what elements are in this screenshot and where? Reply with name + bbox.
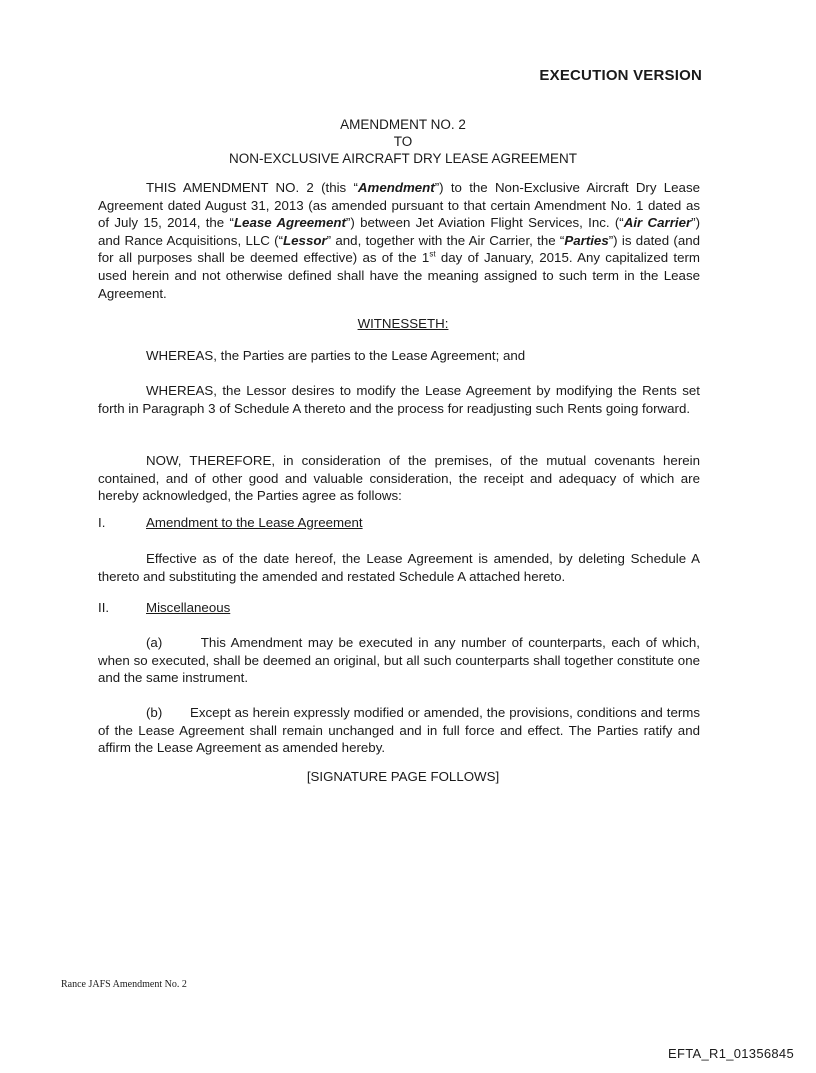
whereas-clause-2: WHEREAS, the Lessor desires to modify the Lease Agreement by modifying the Rents set forth in Paragraph 3 of Schedule A thereto and the process for readjusting such Rents going forward. (98, 383, 700, 416)
subsection-b-text: Except as herein expressly modified or amended, the provisions, conditions and terms of the Lease Agreement shall remain unchanged and in full force and effect. The Parties ratify and affirm the Lease Agreement as amended hereby. (98, 705, 700, 756)
signature-page-note: [SIGNATURE PAGE FOLLOWS] (306, 769, 500, 784)
section-1-title: Amendment to the Lease Agreement (146, 515, 363, 530)
title-line-1: AMENDMENT NO. 2 (340, 117, 466, 132)
witnesseth-heading: WITNESSETH: (357, 316, 449, 331)
subsection-a-label: (a) (146, 635, 163, 650)
execution-version-label: EXECUTION VERSION (539, 67, 702, 84)
section-2-title: Miscellaneous (146, 600, 231, 615)
section-1-text: Effective as of the date hereof, the Lease Agreement is amended, by deleting Schedule A thereto and substituting the amended and restated Schedule A attached hereto. (98, 551, 700, 584)
subsection-a (98, 634, 700, 687)
title-line-2: TO (393, 134, 413, 149)
subsection-b (98, 704, 700, 757)
bates-number: EFTA_R1_01356845 (668, 1046, 794, 1061)
document-title (0, 116, 806, 167)
subsection-a-text: This Amendment may be executed in any number of counterparts, each of which, when so executed, shall be deemed an original, but all such counterparts shall together constitute one and the same instrument. (98, 635, 700, 686)
term-amendment: Amendment (357, 180, 435, 195)
intro-paragraph: THIS AMENDMENT NO. 2 (this “Amendment”) to the Non-Exclusive Aircraft Dry Lease Agreement dated August 31, 2013 (as amended pursuant to that certain Amendment No. 1 dated as of July 15, 2014, the “Lease Agreement”) between Jet Aviation Flight Services, Inc. (“Air Carrier”) and Rance Acquisitions, LLC (“Lessor” and, together with the Air Carrier, the “Parties”) is dated (and for all purposes shall be deemed effective) as of the 1st day of January, 2015. Any capitalized term used herein and not otherwise defined shall have the meaning assigned to such term in the Lease Agreement. (98, 180, 701, 301)
now-therefore-clause: NOW, THEREFORE, in consideration of the premises, of the mutual covenants herein contained, and of other good and valuable consideration, the receipt and adequacy of which are hereby acknowledged, the Parties agree as follows: (98, 453, 700, 504)
whereas-clause-1: WHEREAS, the Parties are parties to the Lease Agreement; and (146, 348, 526, 363)
ordinal-superscript: st (429, 249, 436, 259)
term-lease-agreement: Lease Agreement (233, 215, 346, 231)
term-parties: Parties (564, 232, 609, 248)
term-air-carrier: Air Carrier (623, 215, 692, 231)
footer-document-reference: Rance JAFS Amendment No. 2 (61, 979, 187, 990)
section-2-number: II. (98, 600, 110, 615)
subsection-b-label: (b) (146, 705, 163, 720)
section-1-number: I. (98, 515, 106, 530)
title-line-3: NON-EXCLUSIVE AIRCRAFT DRY LEASE AGREEMENT (228, 151, 578, 166)
term-lessor: Lessor (283, 232, 327, 248)
